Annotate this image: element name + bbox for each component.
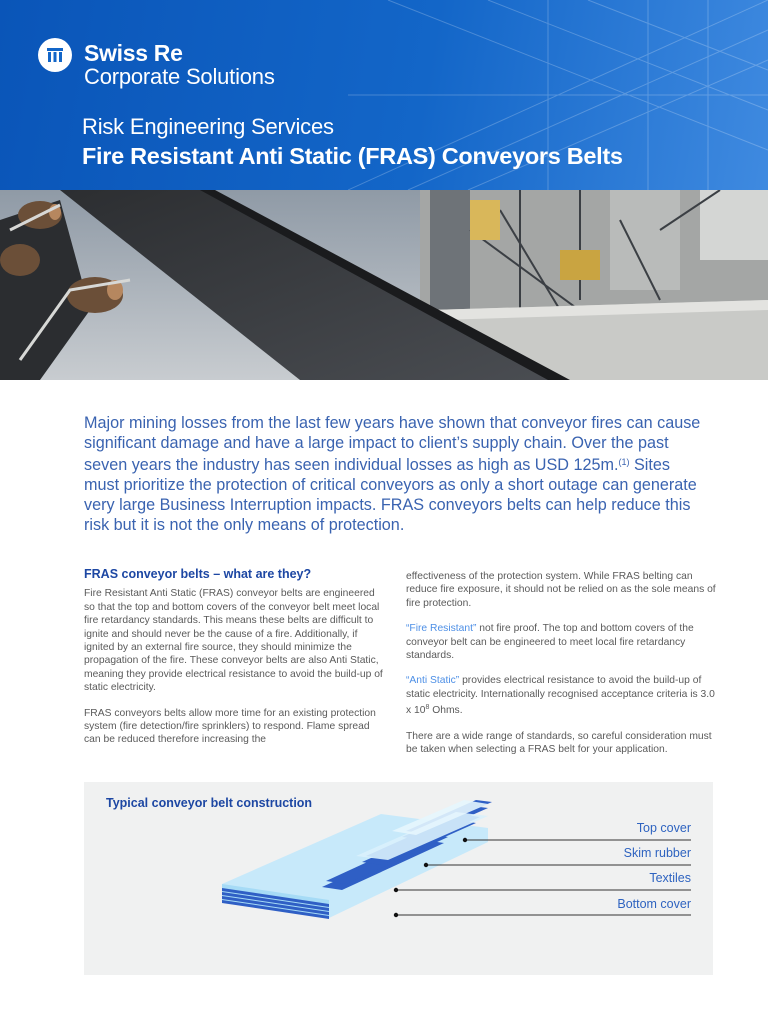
paragraph-standards: There are a wide range of standards, so careful consideration must be taken when selecting a FRAS belt for your application. [406,730,712,756]
page-title: Fire Resistant Anti Static (FRAS) Conveyors Belts [82,143,623,169]
belt-construction-figure [84,782,713,975]
intro-text: Major mining losses from the last few years have shown that conveyor fires can cause significant damage and have a large impact to client’s supply chain. Over the past seven years the industry has seen individual losses as high as USD 125m. [84,414,701,475]
label-bottom-cover: Bottom cover [617,897,691,911]
right-column [406,570,718,768]
header-banner [0,0,768,190]
label-skim-rubber: Skim rubber [623,846,691,860]
brand-subtitle: Corporate Solutions [84,64,275,89]
brand-name: Swiss Re [84,40,183,66]
paragraph-effectiveness: effectiveness of the protection system. While FRAS belting can reduce fire exposure, it should not be relied on as the sole means of fire protection. [406,571,716,609]
intro-paragraph [84,414,704,535]
term-fire-resistant: “Fire Resistant” [406,623,477,635]
ohms-exponent: 8 [425,704,430,712]
paragraph-fire-resistant [406,622,718,662]
swiss-re-logo-icon [38,38,72,72]
term-anti-static: “Anti Static” [406,675,460,687]
fire-resistant-text: not fire proof. The top and bottom covers of the conveyor belt can be engineered to meet local fire retardancy standards. [406,623,694,662]
section-heading: FRAS conveyor belts – what are they? [84,567,312,581]
belt-diagram [84,782,713,975]
anti-static-text: provides electrical resistance to avoid the build-up of static electricity. Internationally recognised acceptance criteria is 3.0 x 10 [406,675,715,717]
page-kicker: Risk Engineering Services [82,114,334,139]
conveyor-photo [0,190,768,380]
intro-text-continued: Sites must prioritize the protection of critical conveyors as only a short outage can generate very large Business Interruption impacts. FRAS conveyors belts can help reduce this risk but it is not the only means of protection. [84,456,697,534]
anti-static-end: Ohms. [429,705,463,717]
label-textiles: Textiles [649,871,691,885]
left-column [84,568,384,759]
paragraph-anti-static [406,674,718,717]
paragraph-time: FRAS conveyors belts allow more time for an existing protection system (fire detection/fire sprinklers) to respond. Flame spread can be reduced therefore increasing the [84,707,376,746]
intro-footnote: (1) [618,457,630,468]
figure-title: Typical conveyor belt construction [106,796,313,810]
label-top-cover: Top cover [636,821,691,835]
paragraph-definition: Fire Resistant Anti Static (FRAS) conveyor belts are engineered so that the top and bottom covers of the conveyor belt meet local fire retardancy standards. This means these belts are difficult to ignite and should never be the cause of a fire. Additionally, if ignited by an external fire source, they should minimize the propagation of the fire. These conveyor belts are also Anti Static, meaning they provide electrical resistance to avoid the build-up of static electricity. [84,588,383,694]
